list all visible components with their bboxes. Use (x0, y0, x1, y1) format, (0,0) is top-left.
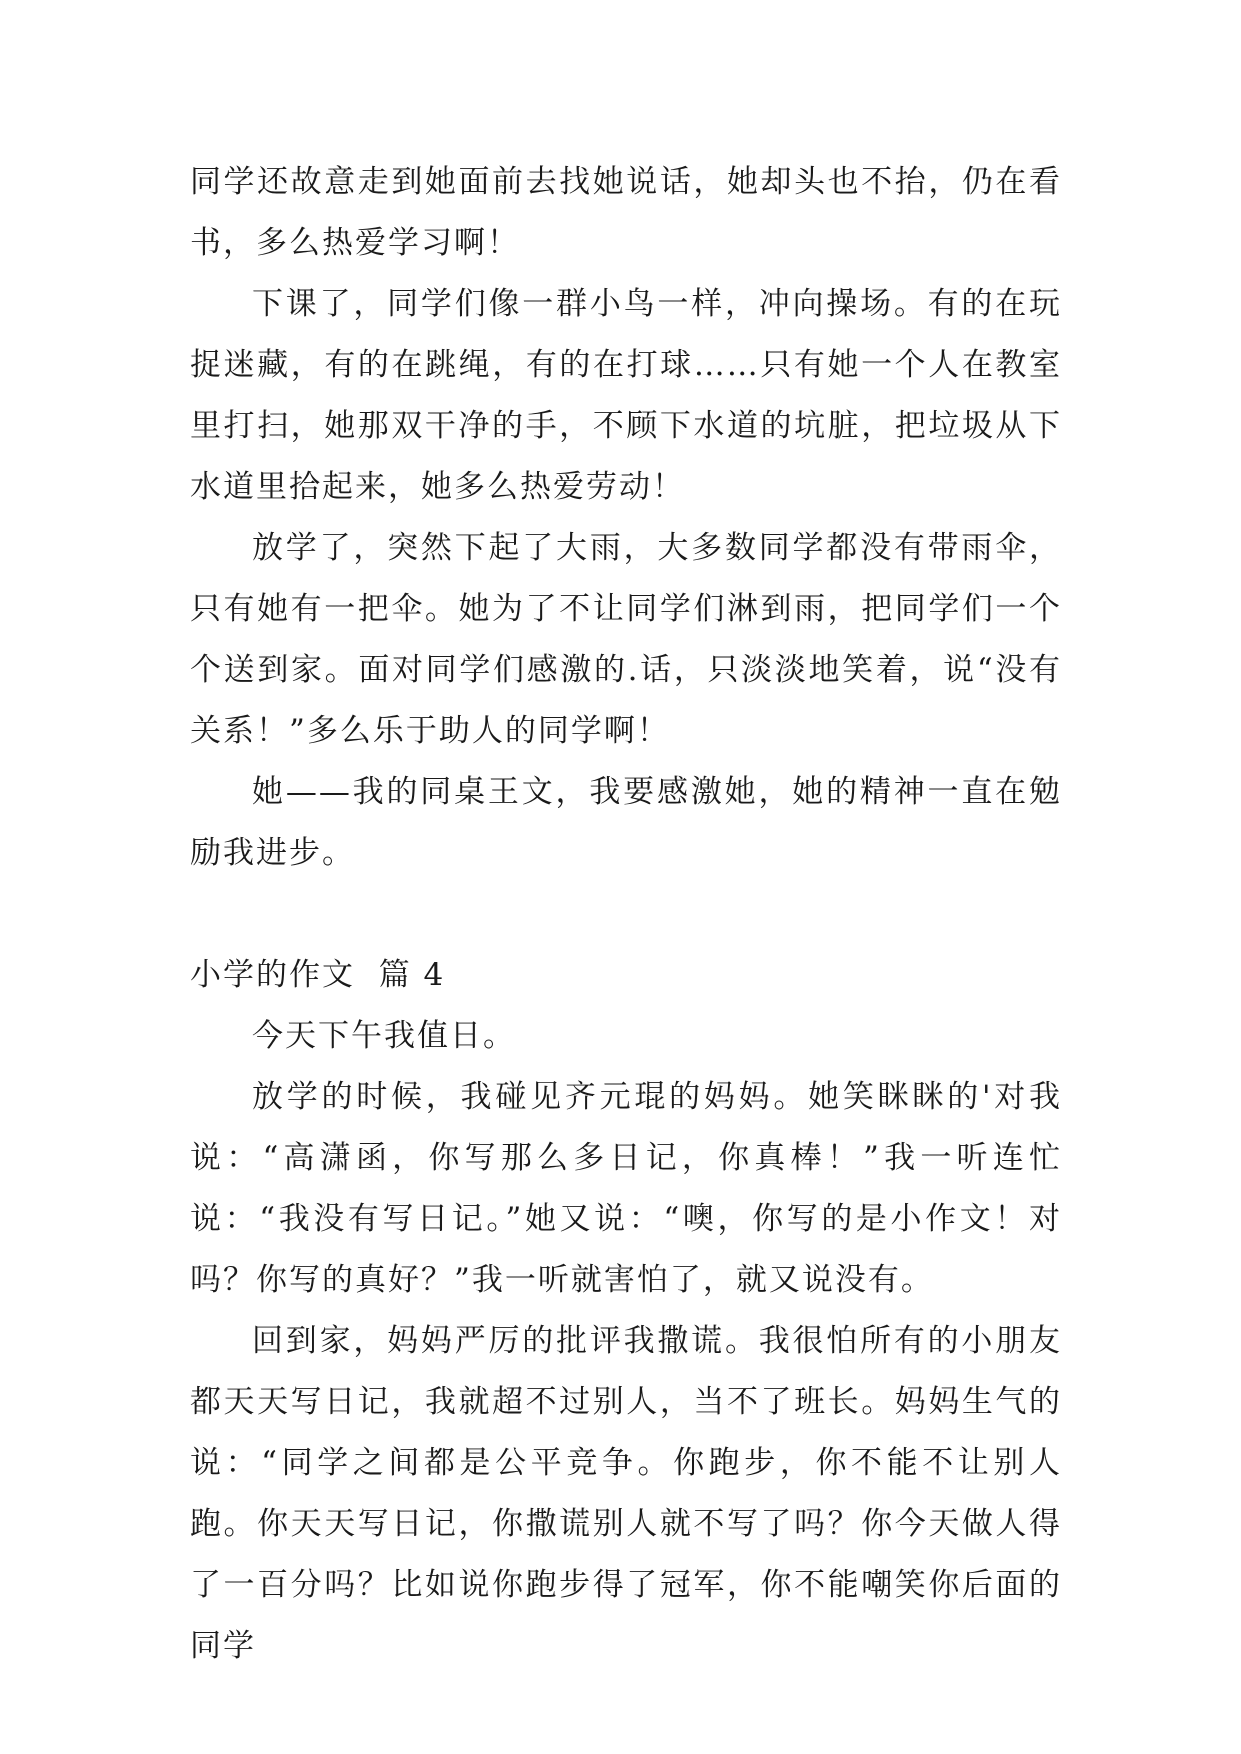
paragraph-deskmate: 她——我的同桌王文，我要感激她，她的精神一直在勉励我进步。 (190, 774, 1062, 871)
section-title: 小学的作文 篇 4 (190, 957, 446, 993)
paragraph-at-home: 回到家，妈妈严厉的批评我撒谎。我很怕所有的小朋友都天天写日记，我就超不过别人，当不了班长。妈妈生气的说：“同学之间都是公平竞争。你跑步，你不能不让别人跑。你天天写日记，你撒谎别人就不写了吗？你今天做人得了一百分吗？比如说你跑步得了冠军，你不能嘲笑你后面的同学 (190, 1323, 1062, 1664)
section-spacer (190, 884, 1062, 945)
paragraph-duty: 今天下午我值日。 (252, 1018, 516, 1054)
article-body (190, 152, 1062, 1677)
paragraph-rain: 放学了，突然下起了大雨，大多数同学都没有带雨伞，只有她有一把伞。她为了不让同学们淋到雨，把同学们一个个送到家。面对同学们感激的.话，只淡淡地笑着，说“没有关系！”多么乐于助人的同学啊！ (190, 530, 1062, 749)
paragraph-continued-1: 同学还故意走到她面前去找她说话，她却头也不抬，仍在看书，多么热爱学习啊！ (190, 164, 1062, 261)
paragraph-recess: 下课了，同学们像一群小鸟一样，冲向操场。有的在玩捉迷藏，有的在跳绳，有的在打球……只有她一个人在教室里打扫，她那双干净的手，不顾下水道的坑脏，把垃圾从下水道里拾起来，她多么热爱劳动！ (190, 286, 1062, 505)
paragraph-after-school: 放学的时候，我碰见齐元琨的妈妈。她笑眯眯的'对我说：“高潇函，你写那么多日记，你真棒！”我一听连忙说：“我没有写日记。”她又说：“噢，你写的是小作文！对吗？你写的真好？”我一听就害怕了，就又说没有。 (190, 1079, 1062, 1298)
